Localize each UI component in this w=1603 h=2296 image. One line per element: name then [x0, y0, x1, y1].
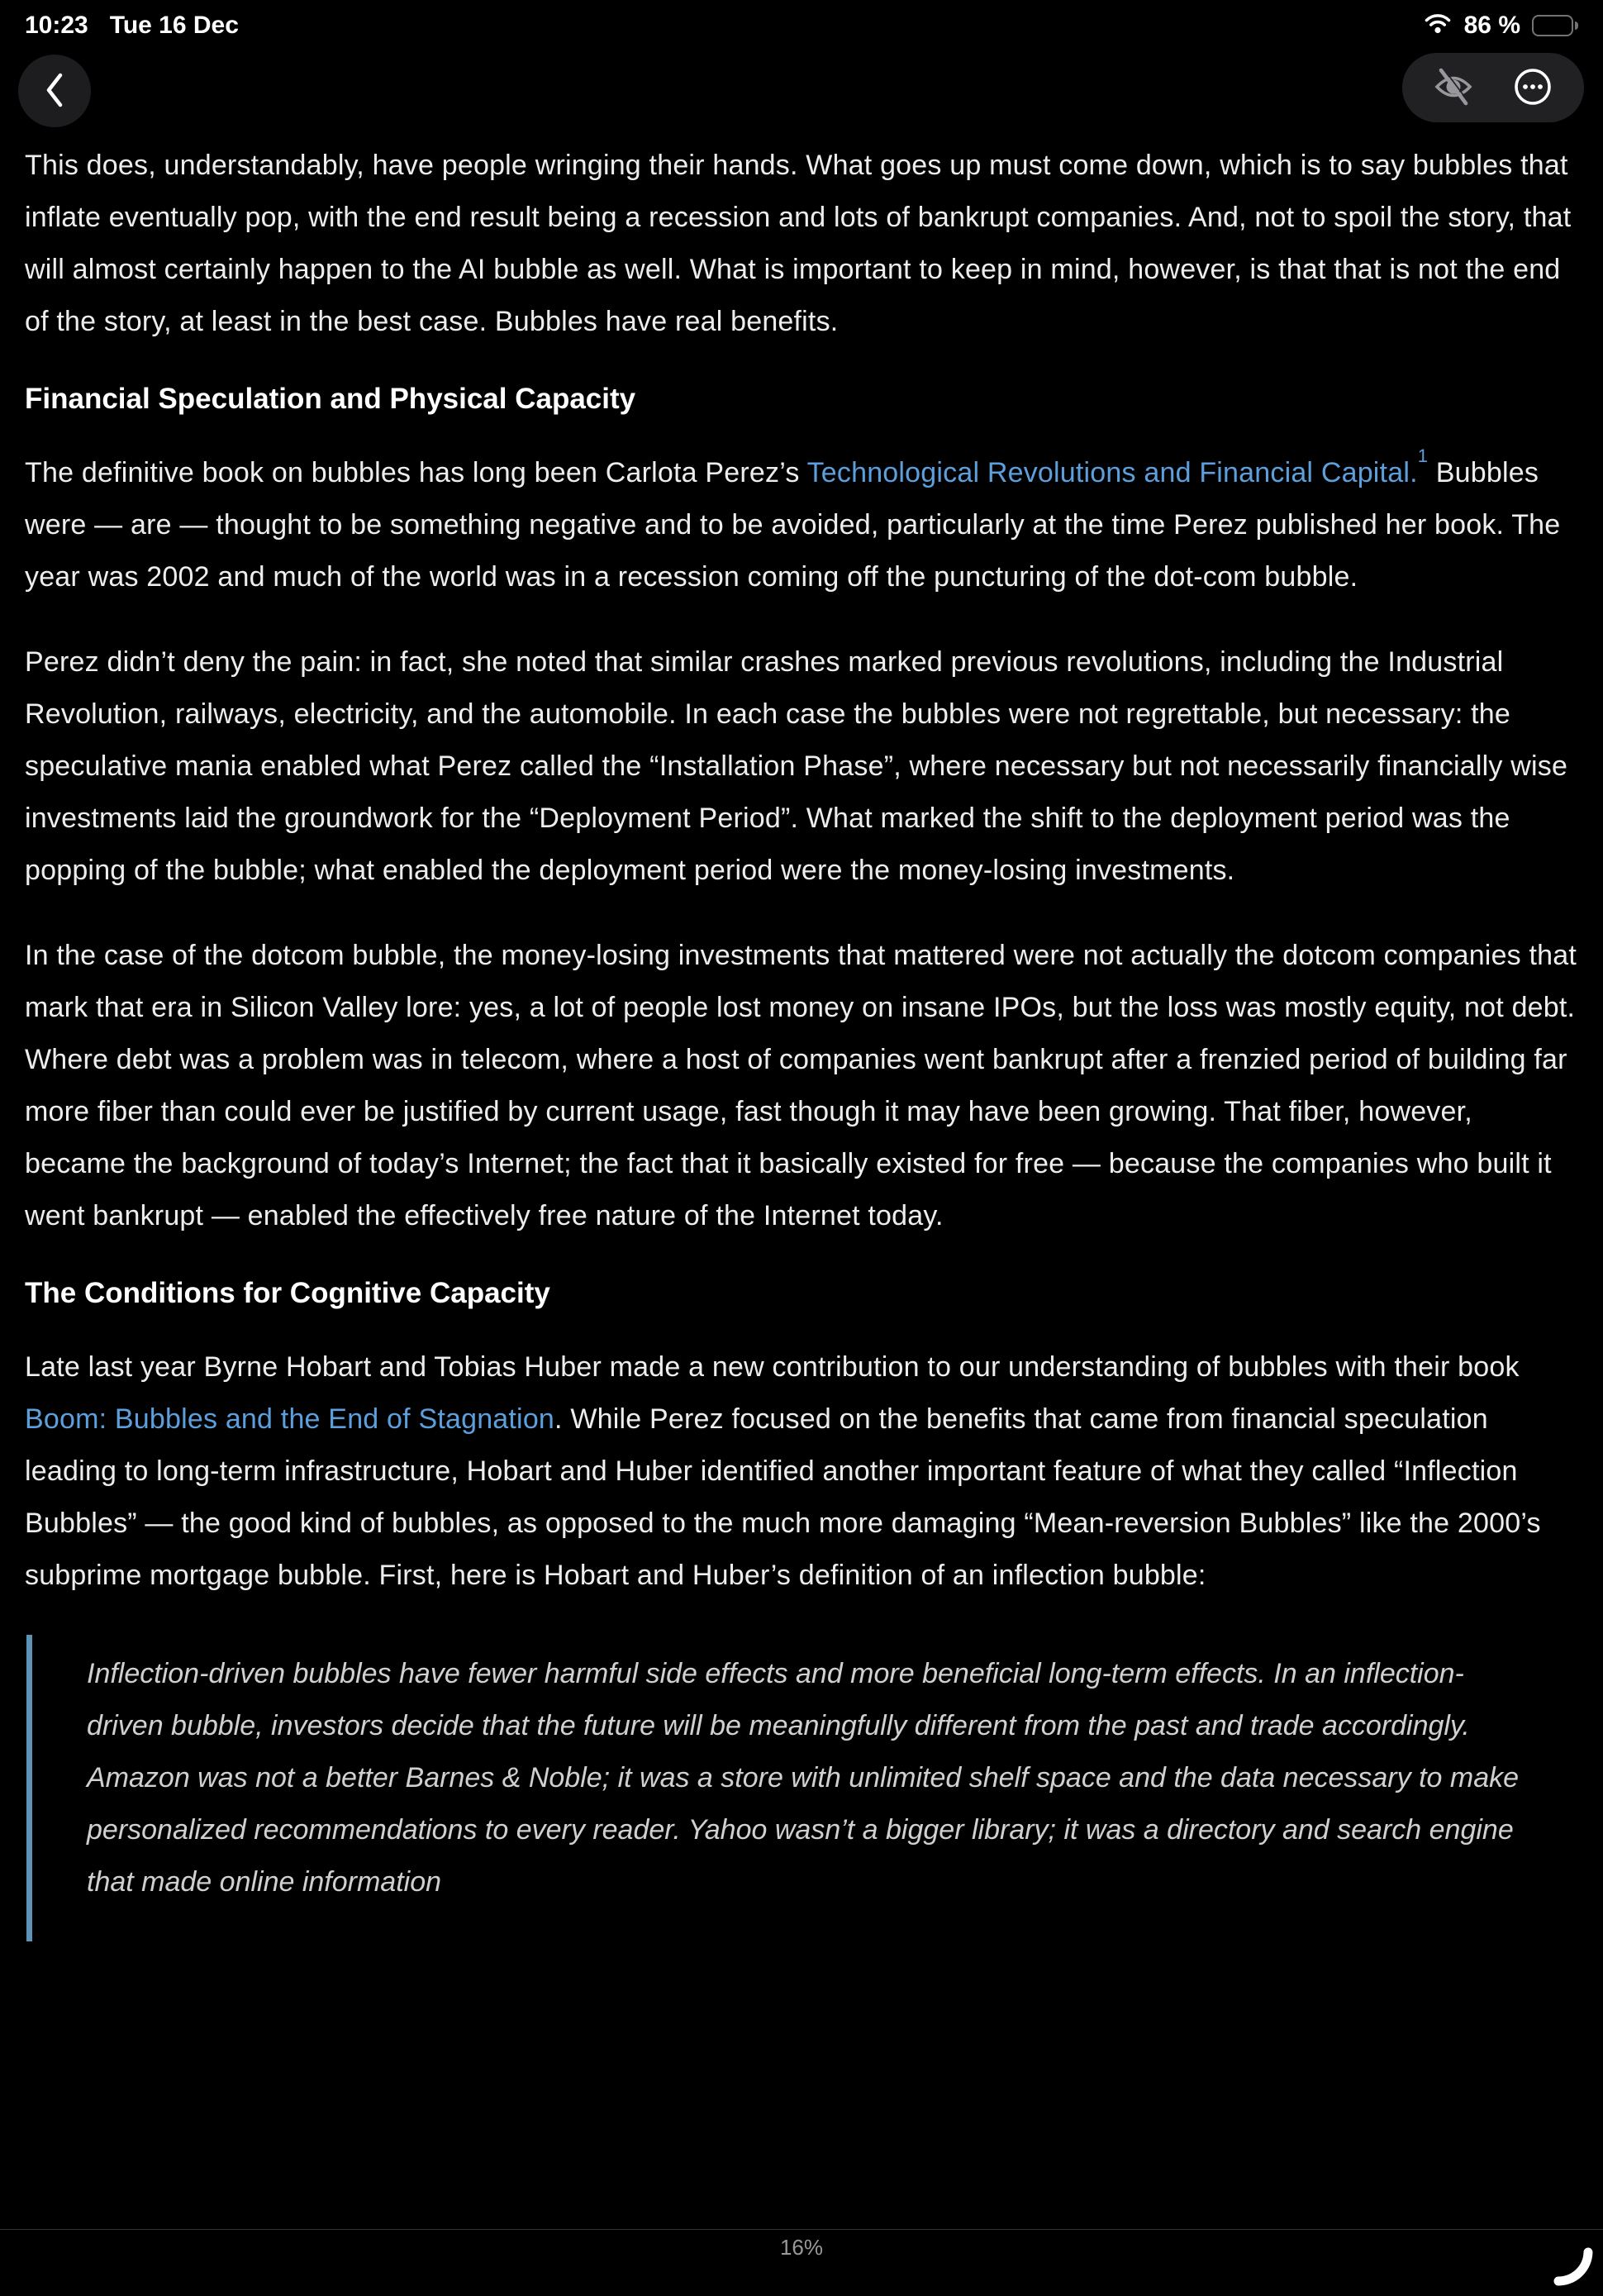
reader-controls-pill: [1402, 53, 1584, 122]
inline-link[interactable]: Technological Revolutions and Financial Capital.: [806, 457, 1418, 488]
status-bar: [0, 0, 1603, 40]
text-run: This does, understandably, have people wringing their hands. What goes up must come down, which is to say bubbles that inflate eventually pop, with the end result being a recession and lots of bankrupt companies. And, not to spoil the story, that will almost certainly happen to the AI bubble as well. What is important to keep in mind, however, is that that is not the end of the story, at least in the best case. Bubbles have real benefits.: [25, 150, 1572, 337]
text-run: The definitive book on bubbles has long been Carlota Perez’s: [25, 457, 807, 488]
back-button[interactable]: [18, 55, 91, 127]
text-run: The Conditions for Cognitive Capacity: [25, 1277, 550, 1309]
text-run: Inflection-driven bubbles have fewer harmful side effects and more beneficial long-term effects. In an inflection-driven bubble, investors decide that the future will be meaningfully different from the past and trade accordingly. Amazon was not a better Barnes & Noble; it was a store with unlimited shelf space and the data necessary to make personalized recommendations to every reader. Yahoo wasn’t a bigger library; it was a directory and search engine that made online information: [87, 1658, 1520, 1898]
reading-progress-label: 16%: [779, 2235, 824, 2260]
reading-footer: [0, 2229, 1603, 2296]
text-run: . While Perez focused on the benefits that came from financial speculation leading to long-term infrastructure, Hobart and Huber identified another important feature of what they called “Inflection Bubbles” — the good kind of bubbles, as opposed to the much more damaging “Mean-reversion Bubbles” like the 2000’s subprime mortgage bubble. First, here is Hobart and Huber’s definition of an inflection bubble:: [25, 1403, 1541, 1591]
footnote-ref[interactable]: 1: [1417, 445, 1429, 466]
paragraph: [25, 930, 1578, 1242]
chevron-left-icon: [40, 69, 69, 114]
article-body: [25, 140, 1578, 1941]
text-run: Late last year Byrne Hobart and Tobias Huber made a new contribution to our understanding of bubbles with their book: [25, 1351, 1520, 1383]
hide-appearance-button[interactable]: [1425, 59, 1482, 117]
eye-off-icon: [1432, 68, 1475, 108]
status-date: Tue 16 Dec: [109, 12, 239, 39]
battery-percent: 86 %: [1463, 12, 1520, 39]
paragraph: [25, 1341, 1578, 1602]
paragraph: [25, 140, 1578, 348]
text-run: In the case of the dotcom bubble, the money-losing investments that mattered were not actually the dotcom companies that mark that era in Silicon Valley lore: yes, a lot of people lost money on insane IPOs, but the loss was mostly equity, not debt. Where debt was a problem was in telecom, where a host of companies went bankrupt after a frenzied period of building far more fiber than could ever be justified by current usage, fast though it may have been growing. That fiber, however, became the background of today’s Internet; the fact that it basically existed for free — because the companies who built it went bankrupt — enabled the effectively free nature of the Internet today.: [25, 940, 1577, 1231]
text-run: Bubbles were — are — thought to be something negative and to be avoided, particularly at the time Perez published her book. The year was 2002 and much of the world was in a recession coming off the puncturing of the dot-com bubble.: [25, 457, 1561, 593]
text-run: Financial Speculation and Physical Capacity: [25, 383, 636, 415]
text-run: Perez didn’t deny the pain: in fact, she noted that similar crashes marked previous revolutions, including the Industrial Revolution, railways, electricity, and the automobile. In each case the bubbles were not regrettable, but necessary: the speculative mania enabled what Perez called the “Installation Phase”, where necessary but not necessarily financially wise investments laid the groundwork for the “Deployment Period”. What marked the shift to the deployment period was the popping of the bubble; what enabled the deployment period were the money-losing investments.: [25, 646, 1568, 886]
blockquote: [26, 1635, 1578, 1941]
status-time: 10:23: [25, 12, 88, 39]
inline-link[interactable]: Boom: Bubbles and the End of Stagnation: [25, 1403, 555, 1435]
paragraph: [25, 447, 1578, 603]
paragraph: [25, 636, 1578, 897]
section-heading: [25, 1275, 1578, 1312]
section-heading: [25, 381, 1578, 417]
ellipsis-circle-icon: [1513, 67, 1553, 109]
more-options-button[interactable]: [1504, 59, 1562, 117]
battery-icon: [1532, 15, 1578, 36]
loading-arc-icon: [1547, 2238, 1598, 2289]
wifi-icon: [1423, 12, 1453, 40]
